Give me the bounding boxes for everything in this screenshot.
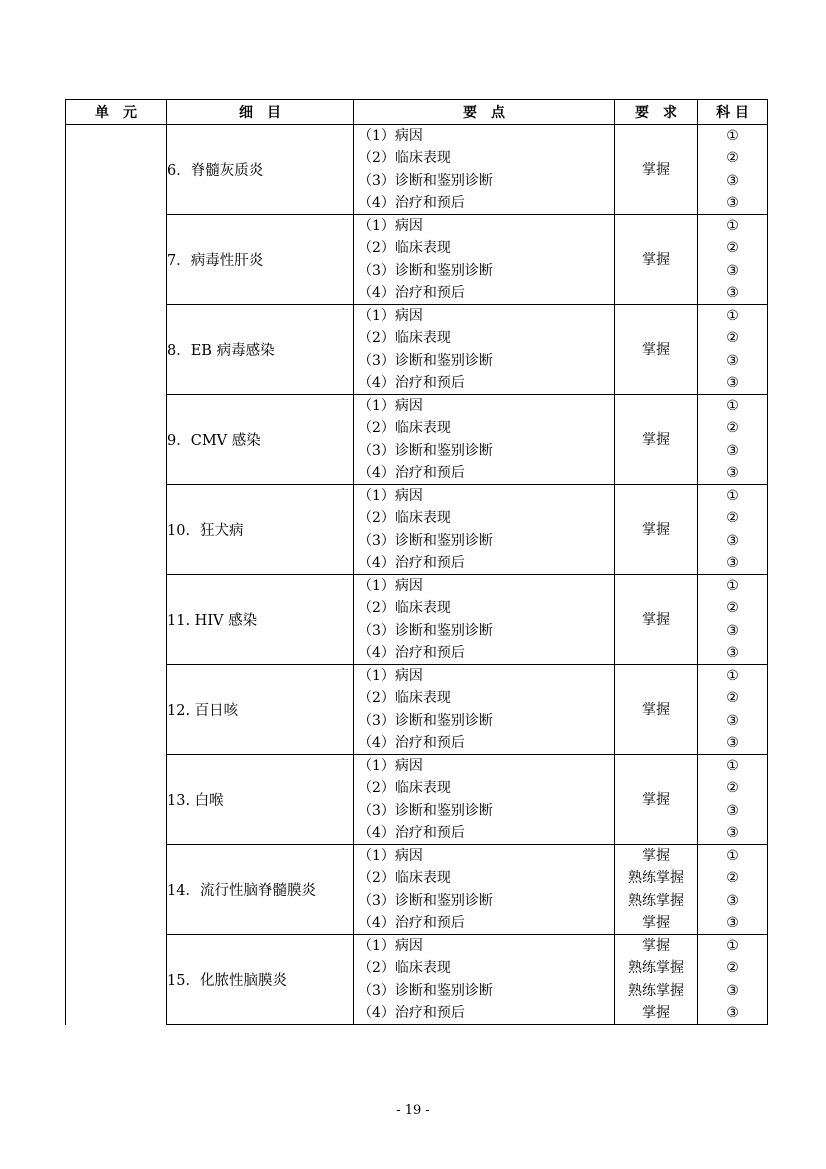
- subject-item: ①: [726, 128, 739, 144]
- requirement-cell: [615, 665, 698, 755]
- requirement-item: 掌握: [642, 431, 670, 448]
- point-item: （1）病因: [358, 668, 423, 684]
- subject-item: ③: [726, 442, 739, 459]
- subject-cell: [698, 665, 768, 755]
- table-row: [66, 215, 768, 305]
- point-item: （2）临床表现: [358, 240, 451, 257]
- subject-item: ③: [726, 352, 739, 369]
- subject-cell: [698, 935, 768, 1025]
- subject-cell: [698, 845, 768, 935]
- requirement-cell: [615, 125, 698, 215]
- points-cell: [354, 575, 615, 665]
- header-row: [66, 100, 768, 125]
- subject-item: ②: [726, 690, 739, 707]
- point-item: （3）诊断和鉴别诊断: [358, 802, 493, 819]
- subject-item: ③: [726, 824, 739, 841]
- subject-item: ③: [726, 554, 739, 571]
- point-item: （3）诊断和鉴别诊断: [358, 712, 493, 729]
- requirement-cell: [615, 845, 698, 935]
- table-body: [66, 125, 768, 1025]
- point-item: （2）临床表现: [358, 960, 451, 977]
- table-row: [66, 575, 768, 665]
- subject-cell: [698, 215, 768, 305]
- points-cell: [354, 665, 615, 755]
- subject-item: ②: [726, 150, 739, 167]
- requirement-cell: [615, 575, 698, 665]
- subject-cell: [698, 305, 768, 395]
- requirement-cell: [615, 305, 698, 395]
- point-item: （2）临床表现: [358, 150, 451, 167]
- requirement-item: 掌握: [642, 161, 670, 178]
- topic-cell: 15．化脓性脑膜炎: [167, 935, 354, 1025]
- requirement-cell: [615, 485, 698, 575]
- table-row: [66, 395, 768, 485]
- topic-cell: 10．狂犬病: [167, 485, 354, 575]
- subject-item: ①: [726, 758, 739, 774]
- subject-cell: [698, 755, 768, 845]
- topic-cell: 8．EB 病毒感染: [167, 305, 354, 395]
- subject-item: ③: [726, 734, 739, 751]
- point-item: （2）临床表现: [358, 330, 451, 347]
- requirement-cell: [615, 215, 698, 305]
- topic-cell: 14．流行性脑脊髓膜炎: [167, 845, 354, 935]
- subject-item: ③: [726, 802, 739, 819]
- point-item: （4）治疗和预后: [358, 284, 465, 301]
- subject-item: ①: [726, 488, 739, 504]
- subject-item: ③: [726, 194, 739, 211]
- subject-item: ②: [726, 870, 739, 887]
- subject-item: ①: [726, 848, 739, 864]
- header-requirement: 要 求: [615, 100, 698, 125]
- requirement-item: 掌握: [642, 914, 670, 931]
- point-item: （3）诊断和鉴别诊断: [358, 262, 493, 279]
- point-item: （2）临床表现: [358, 600, 451, 617]
- point-item: （3）诊断和鉴别诊断: [358, 352, 493, 369]
- requirement-cell: [615, 755, 698, 845]
- syllabus-table: [65, 99, 768, 1025]
- point-item: （1）病因: [358, 938, 423, 954]
- subject-item: ③: [726, 712, 739, 729]
- table-row: [66, 845, 768, 935]
- subject-item: ③: [726, 284, 739, 301]
- point-item: （3）诊断和鉴别诊断: [358, 982, 493, 999]
- requirement-item: 熟练掌握: [628, 892, 684, 909]
- header-topic: 细 目: [167, 100, 354, 125]
- topic-cell: 12. 百日咳: [167, 665, 354, 755]
- point-item: （3）诊断和鉴别诊断: [358, 622, 493, 639]
- requirement-item: 掌握: [642, 848, 670, 864]
- subject-item: ②: [726, 960, 739, 977]
- subject-item: ②: [726, 600, 739, 617]
- requirement-item: 掌握: [642, 1004, 670, 1021]
- point-item: （4）治疗和预后: [358, 194, 465, 211]
- point-item: （4）治疗和预后: [358, 824, 465, 841]
- requirement-item: 掌握: [642, 521, 670, 538]
- point-item: （4）治疗和预后: [358, 464, 465, 481]
- point-item: （1）病因: [358, 848, 423, 864]
- point-item: （4）治疗和预后: [358, 644, 465, 661]
- subject-item: ①: [726, 218, 739, 234]
- point-item: （4）治疗和预后: [358, 554, 465, 571]
- point-item: （3）诊断和鉴别诊断: [358, 442, 493, 459]
- point-item: （3）诊断和鉴别诊断: [358, 892, 493, 909]
- table-row: [66, 755, 768, 845]
- requirement-item: 掌握: [642, 791, 670, 808]
- subject-item: ③: [726, 172, 739, 189]
- table-row: [66, 125, 768, 215]
- header-subject: 科 目: [698, 100, 768, 125]
- subject-item: ①: [726, 398, 739, 414]
- point-item: （1）病因: [358, 398, 423, 414]
- table-row: [66, 305, 768, 395]
- header-points: 要 点: [354, 100, 615, 125]
- point-item: （4）治疗和预后: [358, 914, 465, 931]
- subject-item: ③: [726, 374, 739, 391]
- table-row: [66, 935, 768, 1025]
- subject-item: ②: [726, 330, 739, 347]
- header-unit: 单 元: [66, 100, 167, 125]
- subject-item: ③: [726, 262, 739, 279]
- topic-cell: 11. HIV 感染: [167, 575, 354, 665]
- points-cell: [354, 215, 615, 305]
- requirement-item: 掌握: [642, 251, 670, 268]
- subject-item: ③: [726, 464, 739, 481]
- point-item: （3）诊断和鉴别诊断: [358, 172, 493, 189]
- requirement-item: 熟练掌握: [628, 960, 684, 977]
- point-item: （2）临床表现: [358, 780, 451, 797]
- subject-item: ③: [726, 914, 739, 931]
- requirement-item: 掌握: [642, 701, 670, 718]
- point-item: （2）临床表现: [358, 690, 451, 707]
- table-row: [66, 485, 768, 575]
- point-item: （1）病因: [358, 128, 423, 144]
- point-item: （4）治疗和预后: [358, 734, 465, 751]
- points-cell: [354, 305, 615, 395]
- points-cell: [354, 935, 615, 1025]
- point-item: （4）治疗和预后: [358, 1004, 465, 1021]
- point-item: （1）病因: [358, 758, 423, 774]
- subject-item: ②: [726, 420, 739, 437]
- subject-item: ①: [726, 308, 739, 324]
- subject-item: ②: [726, 510, 739, 527]
- point-item: （1）病因: [358, 488, 423, 504]
- requirement-cell: [615, 935, 698, 1025]
- requirement-item: 掌握: [642, 938, 670, 954]
- points-cell: [354, 125, 615, 215]
- page-number: - 19 -: [396, 1103, 430, 1118]
- subject-cell: [698, 395, 768, 485]
- point-item: （2）临床表现: [358, 510, 451, 527]
- subject-item: ③: [726, 892, 739, 909]
- requirement-item: 熟练掌握: [628, 982, 684, 999]
- subject-item: ③: [726, 532, 739, 549]
- subject-item: ③: [726, 982, 739, 999]
- unit-cell: [66, 125, 167, 1025]
- point-item: （1）病因: [358, 218, 423, 234]
- subject-item: ③: [726, 644, 739, 661]
- requirement-item: 掌握: [642, 611, 670, 628]
- topic-cell: 9．CMV 感染: [167, 395, 354, 485]
- subject-cell: [698, 125, 768, 215]
- point-item: （2）临床表现: [358, 420, 451, 437]
- requirement-item: 掌握: [642, 341, 670, 358]
- points-cell: [354, 845, 615, 935]
- topic-cell: 13. 白喉: [167, 755, 354, 845]
- subject-cell: [698, 485, 768, 575]
- topic-cell: 6．脊髓灰质炎: [167, 125, 354, 215]
- requirement-cell: [615, 395, 698, 485]
- table-row: [66, 665, 768, 755]
- subject-cell: [698, 575, 768, 665]
- point-item: （3）诊断和鉴别诊断: [358, 532, 493, 549]
- subject-item: ①: [726, 938, 739, 954]
- subject-item: ③: [726, 1004, 739, 1021]
- subject-item: ②: [726, 780, 739, 797]
- topic-cell: 7．病毒性肝炎: [167, 215, 354, 305]
- point-item: （1）病因: [358, 308, 423, 324]
- subject-item: ①: [726, 668, 739, 684]
- point-item: （4）治疗和预后: [358, 374, 465, 391]
- subject-item: ②: [726, 240, 739, 257]
- subject-item: ①: [726, 578, 739, 594]
- requirement-item: 熟练掌握: [628, 870, 684, 887]
- subject-item: ③: [726, 622, 739, 639]
- points-cell: [354, 485, 615, 575]
- points-cell: [354, 755, 615, 845]
- point-item: （2）临床表现: [358, 870, 451, 887]
- points-cell: [354, 395, 615, 485]
- point-item: （1）病因: [358, 578, 423, 594]
